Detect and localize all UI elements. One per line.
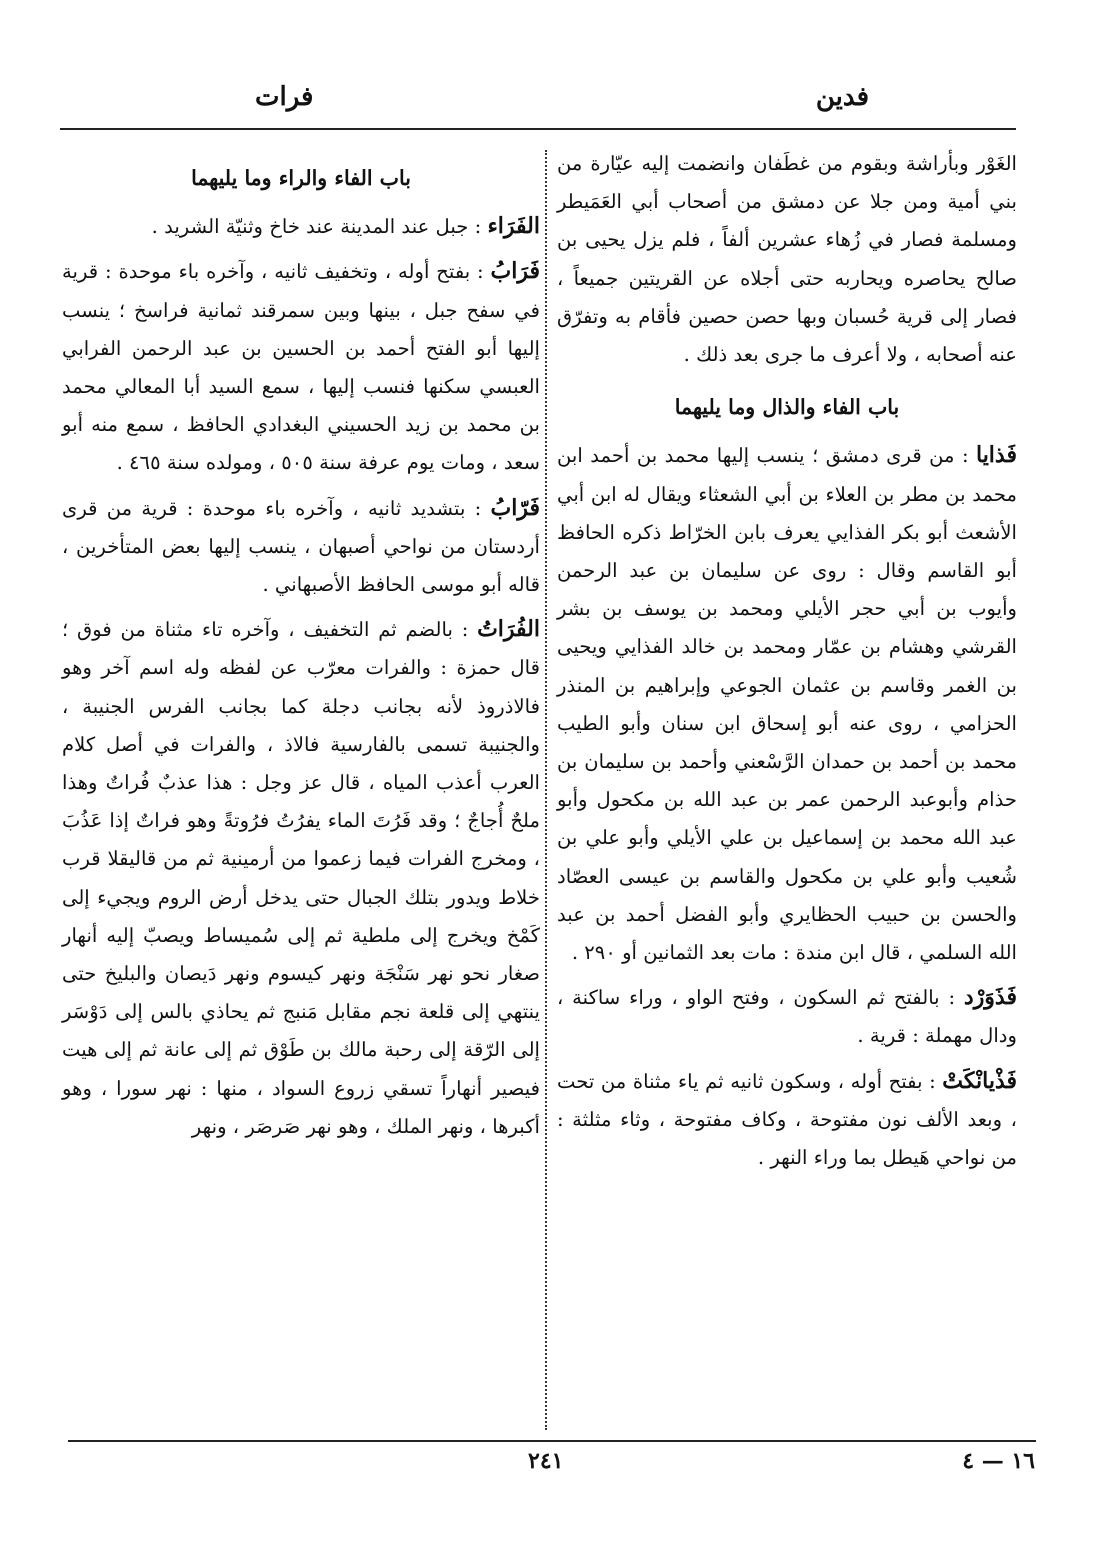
entry-al-furat — [62, 610, 540, 1146]
entry-fadhawarad — [557, 978, 1017, 1055]
running-head-right: فدين — [815, 82, 869, 112]
entry-farab — [62, 252, 540, 482]
entry-headword: فَرَابُ — [490, 258, 540, 285]
page-number: ٢٤١ — [528, 1448, 564, 1474]
entry-body: : جبل عند المدينة عند خاخ وثنيّة الشريد . — [151, 215, 488, 239]
footer-rule — [68, 1440, 1036, 1442]
header-rule — [60, 128, 1016, 130]
entry-headword: فَذايا — [975, 442, 1017, 469]
entry-fadhaya — [557, 436, 1017, 972]
entry-headword: فَذْيانْكَتْ — [942, 1067, 1017, 1094]
section-heading-fa-ra: باب الفاء والراء وما يليهما — [191, 166, 411, 190]
entry-body: : بالفتح ثم السكون ، وفتح الواو ، وراء ساكنة ، ودال مهملة : قرية . — [557, 986, 1017, 1048]
section-heading-fa-dhal: باب الفاء والذال وما يليهما — [674, 395, 900, 420]
signature-mark: ١٦ — ٤ — [962, 1448, 1035, 1474]
intro-paragraph: الغَوْر وبأراشة وبقوم من غطَفان وانضمت إليه عيّارة من بني أمية ومن جلا عن دمشق من أصحاب أبي العَمَيطر ومسلمة فصار في زُهاء عشرين ألفاً ، فلم يزل يحيى بن صالح يحاصره ويحاربه حتى أجلاه عن القريتين جميعاً ، فصار إلى قرية حُسبان وبها حصن حصين فأقام به وتفرّق عنه أصحابه ، ولا أعرف ما جرى بعد ذلك . — [557, 152, 1017, 367]
entry-body: : بفتح أوله ، وتخفيف ثانيه ، وآخره باء موحدة : قرية في سفح جبل ، بينها وبين سمرقند ثمانية فراسخ ؛ ينسب إليها أبو الفتح أحمد بن الحسين بن عبد الرحمن الفرابي العبسي سكنها فنسب إليها ، سمع السيد أبا المعالي محمد بن محمد بن زيد الحسيني البغدادي الحافظ ، سمع منه أبو سعد ، ومات يوم عرفة سنة ٥٠٥ ، ومولده سنة ٤٦٥ . — [62, 260, 540, 475]
entry-body: : بالضم ثم التخفيف ، وآخره تاء مثناة من فوق ؛ قال حمزة : والفرات معرّب عن لفظه وله اسم آخر وهو فالاذروذ لأنه بجانب دجلة كما بجانب الفرس الجنيبة ، والجنيبة تسمى بالفارسية فالاذ ، والفرات في أصل كلام العرب أعذب المياه ، قال عز وجل : هذا عذبٌ فُراتٌ وهذا ملحٌ أُجاجٌ ؛ وقد فَرُتَ الماء يفرُتُ فرُوتةً وهو فراتٌ إذا عَذُبَ ، ومخرج الفرات فيما زعموا من أرمينية ثم من قاليقلا قرب خلاط ويدور بتلك الجبال حتى يدخل أرض الروم ويجيء إلى كَمْخ ويخرج إلى ملطية ثم إلى سُميساط ويصبّ إليه أنهار صغار نحو نهر سَنْجَة ونهر كيسوم ونهر دَيصان والبليخ حتى ينتهي إلى قلعة نجم مقابل مَنبج ثم يحاذي بالس إلى دَوْسَر إلى الرّقة إلى رحبة مالك بن طَوْق ثم إلى عانة ثم إلى هيت فيصير أنهاراً تسقي زروع السواد ، منها : نهر سورا ، وهو أكبرها ، ونهر الملك ، وهو نهر صَرصَر ، ونهر — [62, 618, 540, 1138]
entry-fadhyankat — [557, 1062, 1017, 1178]
entry-headword: فَرّابُ — [490, 494, 540, 521]
running-head-left: فرات — [255, 82, 314, 112]
column-divider — [545, 150, 547, 1430]
left-column — [62, 145, 540, 1152]
entry-body: : بتشديد ثانيه ، وآخره باء موحدة : قرية من قرى أردستان من نواحي أصبهان ، ينسب إليها بعض المتأخرين ، قاله أبو موسى الحافظ الأصبهاني . — [62, 496, 540, 597]
right-column — [557, 145, 1017, 1183]
entry-al-fara — [62, 207, 540, 246]
entry-headword: الفَرَاء — [487, 213, 540, 240]
entry-headword: فَذَوَرْد — [963, 984, 1017, 1011]
entry-headword: الفُرَاتُ — [477, 616, 540, 643]
entry-body: : بفتح أوله ، وسكون ثانيه ثم ياء مثناة من تحت ، وبعد الألف نون مفتوحة ، وكاف مفتوحة ، وثاء مثلثة : من نواحي هَيطل بما وراء النهر . — [557, 1069, 1017, 1170]
entry-body: : من قرى دمشق ؛ ينسب إليها محمد بن أحمد ابن محمد بن مطر بن العلاء بن أبي الشعثاء ويقال له ابن أبي الأشعث أبو بكر الفذايي يعرف بابن الخرّاط ذكره الحافظ أبو القاسم وقال : روى عن سليمان بن عبد الرحمن وأيوب بن أبي حجر الأيلي ومحمد بن يوسف بن بشر القرشي وهشام بن عمّار ومحمد بن خالد الفذايي ويحيى بن الغمر وقاسم بن عثمان الجوعي وإبراهيم بن المنذر الحزامي ، روى عنه أبو إسحاق ابن سنان وأبو الطيب محمد بن أحمد بن حمدان الرَّسْعني وأحمد بن سليمان بن حذام وأبوعبد الرحمن عمر بن عبد الله بن مكحول وأبو عبد الله محمد بن إسماعيل بن علي الأيلي وأبو علي بن شُعيب وأبو علي بن مكحول والقاسم بن عيسى العصّاد والحسن بن حبيب الحظايري وأبو الفضل أحمد بن عبد الله السلمي ، قال ابن مندة : مات بعد الثمانين أو ٢٩٠ . — [557, 444, 1017, 965]
entry-farrab — [62, 489, 540, 605]
